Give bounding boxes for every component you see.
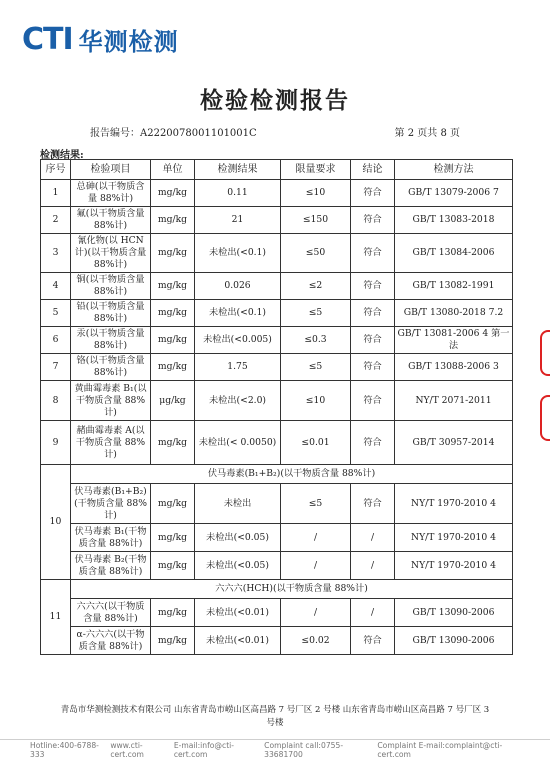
report-title: 检验检测报告: [200, 87, 350, 114]
table-row: [41, 273, 513, 300]
method: NY/T 1970-2010 4: [395, 552, 513, 580]
table-row: [41, 381, 513, 421]
report-number-value: A2220078001101001C: [140, 128, 257, 139]
limit: ≤0.01: [281, 421, 351, 465]
result: 1.75: [195, 354, 281, 381]
method: GB/T 13081-2006 4 第一法: [395, 327, 513, 354]
result: 未检出(<2.0): [195, 381, 281, 421]
footer-website[interactable]: www.cti-cert.com: [110, 741, 144, 759]
conclusion: 符合: [351, 234, 395, 273]
group-title-row: [41, 580, 513, 599]
footer-complaint-call: Complaint call:0755-33681700: [264, 741, 344, 759]
result: 未检出(<0.05): [195, 524, 281, 552]
group-title: 伏马毒素(B₁+B₂)(以干物质含量 88%计): [71, 465, 513, 484]
seal-stamp-edge: [540, 330, 550, 376]
footer-divider: [0, 739, 550, 740]
column-header: 结论: [351, 160, 395, 180]
logo-company-name: 华测检测: [78, 28, 179, 56]
result: 未检出(<0.05): [195, 552, 281, 580]
unit: mg/kg: [151, 207, 195, 234]
conclusion: 符合: [351, 381, 395, 421]
result: 21: [195, 207, 281, 234]
test-item: 铅(以干物质含量 88%计): [71, 300, 151, 327]
column-header: 检测方法: [395, 160, 513, 180]
logo-cti-text: CTI: [22, 22, 73, 57]
footer-hotline: Hotline:400-6788-333: [30, 741, 99, 759]
table-row: [41, 300, 513, 327]
company-logo: [22, 22, 179, 57]
conclusion: 符合: [351, 273, 395, 300]
test-item: 六六六(以干物质含量 88%计): [71, 599, 151, 627]
method: GB/T 13090-2006: [395, 599, 513, 627]
table-header-row: [41, 160, 513, 180]
test-item: 氟(以干物质含量 88%计): [71, 207, 151, 234]
conclusion: 符合: [351, 180, 395, 207]
report-number-label: 报告编号：: [90, 128, 140, 139]
row-number: 10: [41, 465, 71, 580]
row-number: 2: [41, 207, 71, 234]
limit: /: [281, 552, 351, 580]
unit: mg/kg: [151, 421, 195, 465]
report-number: [90, 124, 257, 139]
method: GB/T 13084-2006: [395, 234, 513, 273]
method: NY/T 2071-2011: [395, 381, 513, 421]
result: 未检出: [195, 484, 281, 524]
unit: mg/kg: [151, 599, 195, 627]
result: 未检出(<0.005): [195, 327, 281, 354]
method: NY/T 1970-2010 4: [395, 484, 513, 524]
conclusion: /: [351, 599, 395, 627]
row-number: 9: [41, 421, 71, 465]
unit: mg/kg: [151, 552, 195, 580]
table-row: [41, 354, 513, 381]
row-number: 4: [41, 273, 71, 300]
footer-complaint-email[interactable]: Complaint E-mail:complaint@cti-cert.com: [377, 741, 503, 759]
row-number: 7: [41, 354, 71, 381]
unit: mg/kg: [151, 627, 195, 655]
footer-email[interactable]: E-mail:info@cti-cert.com: [173, 741, 235, 759]
unit: mg/kg: [151, 524, 195, 552]
row-number: 11: [41, 580, 71, 655]
test-item: 黄曲霉毒素 B₁(以干物质含量 88%计): [71, 381, 151, 421]
column-header: 单位: [151, 160, 195, 180]
seal-stamp-edge: [540, 395, 550, 441]
table-row: [41, 421, 513, 465]
row-number: 3: [41, 234, 71, 273]
conclusion: /: [351, 552, 395, 580]
conclusion: 符合: [351, 484, 395, 524]
footer-address: 青岛市华测检测技术有限公司 山东省青岛市崂山区高昌路 7 号厂区 2 号楼 山东省青岛市崂山区高昌路 7 号厂区 3 号楼: [60, 705, 490, 728]
conclusion: 符合: [351, 327, 395, 354]
column-header: 限量要求: [281, 160, 351, 180]
conclusion: 符合: [351, 421, 395, 465]
table-row: [41, 627, 513, 655]
test-item: 汞(以干物质含量 88%计): [71, 327, 151, 354]
limit: ≤5: [281, 300, 351, 327]
test-item: α-六六六(以干物质含量 88%计): [71, 627, 151, 655]
method: GB/T 13088-2006 3: [395, 354, 513, 381]
table-row: [41, 599, 513, 627]
test-item: 铜(以干物质含量 88%计): [71, 273, 151, 300]
test-item: 伏马毒素 B₁(干物质含量 88%计): [71, 524, 151, 552]
test-item: 赭曲霉毒素 A(以干物质含量 88%计): [71, 421, 151, 465]
row-number: 5: [41, 300, 71, 327]
unit: mg/kg: [151, 484, 195, 524]
unit: mg/kg: [151, 180, 195, 207]
table-row: [41, 484, 513, 524]
conclusion: 符合: [351, 354, 395, 381]
table-row: [41, 207, 513, 234]
result: 未检出(<0.01): [195, 599, 281, 627]
method: GB/T 30957-2014: [395, 421, 513, 465]
page-info: 第 2 页共 8 页: [394, 128, 460, 139]
result: 未检出(< 0.0050): [195, 421, 281, 465]
limit: ≤150: [281, 207, 351, 234]
row-number: 6: [41, 327, 71, 354]
unit: μg/kg: [151, 381, 195, 421]
test-item: 总砷(以干物质含量 88%计): [71, 180, 151, 207]
result: 未检出(<0.1): [195, 300, 281, 327]
table-row: [41, 552, 513, 580]
table-row: [41, 234, 513, 273]
test-item: 伏马毒素 B₂(干物质含量 88%计): [71, 552, 151, 580]
result: 未检出(<0.01): [195, 627, 281, 655]
method: GB/T 13083-2018: [395, 207, 513, 234]
unit: mg/kg: [151, 234, 195, 273]
conclusion: 符合: [351, 300, 395, 327]
conclusion: 符合: [351, 627, 395, 655]
footer-contact-bar: [30, 741, 530, 759]
limit: ≤10: [281, 381, 351, 421]
conclusion: /: [351, 524, 395, 552]
test-item: 伏马毒素(B₁+B₂)(干物质含量 88%计): [71, 484, 151, 524]
section-title: 检测结果:: [40, 150, 84, 161]
test-item: 氰化物(以 HCN 计)(以干物质含量 88%计): [71, 234, 151, 273]
unit: mg/kg: [151, 354, 195, 381]
result: 0.026: [195, 273, 281, 300]
group-title: 六六六(HCH)(以干物质含量 88%计): [71, 580, 513, 599]
results-table: [40, 159, 513, 655]
table-row: [41, 180, 513, 207]
limit: ≤5: [281, 354, 351, 381]
method: GB/T 13090-2006: [395, 627, 513, 655]
limit: ≤5: [281, 484, 351, 524]
row-number: 8: [41, 381, 71, 421]
limit: ≤0.3: [281, 327, 351, 354]
conclusion: 符合: [351, 207, 395, 234]
table-row: [41, 524, 513, 552]
result: 0.11: [195, 180, 281, 207]
result: 未检出(<0.1): [195, 234, 281, 273]
limit: ≤50: [281, 234, 351, 273]
column-header: 序号: [41, 160, 71, 180]
method: GB/T 13080-2018 7.2: [395, 300, 513, 327]
limit: ≤10: [281, 180, 351, 207]
unit: mg/kg: [151, 273, 195, 300]
test-item: 铬(以干物质含量 88%计): [71, 354, 151, 381]
column-header: 检测结果: [195, 160, 281, 180]
limit: ≤0.02: [281, 627, 351, 655]
column-header: 检验项目: [71, 160, 151, 180]
row-number: 1: [41, 180, 71, 207]
unit: mg/kg: [151, 327, 195, 354]
method: NY/T 1970-2010 4: [395, 524, 513, 552]
limit: ≤2: [281, 273, 351, 300]
method: GB/T 13082-1991: [395, 273, 513, 300]
method: GB/T 13079-2006 7: [395, 180, 513, 207]
table-row: [41, 327, 513, 354]
unit: mg/kg: [151, 300, 195, 327]
group-title-row: [41, 465, 513, 484]
limit: /: [281, 524, 351, 552]
limit: /: [281, 599, 351, 627]
